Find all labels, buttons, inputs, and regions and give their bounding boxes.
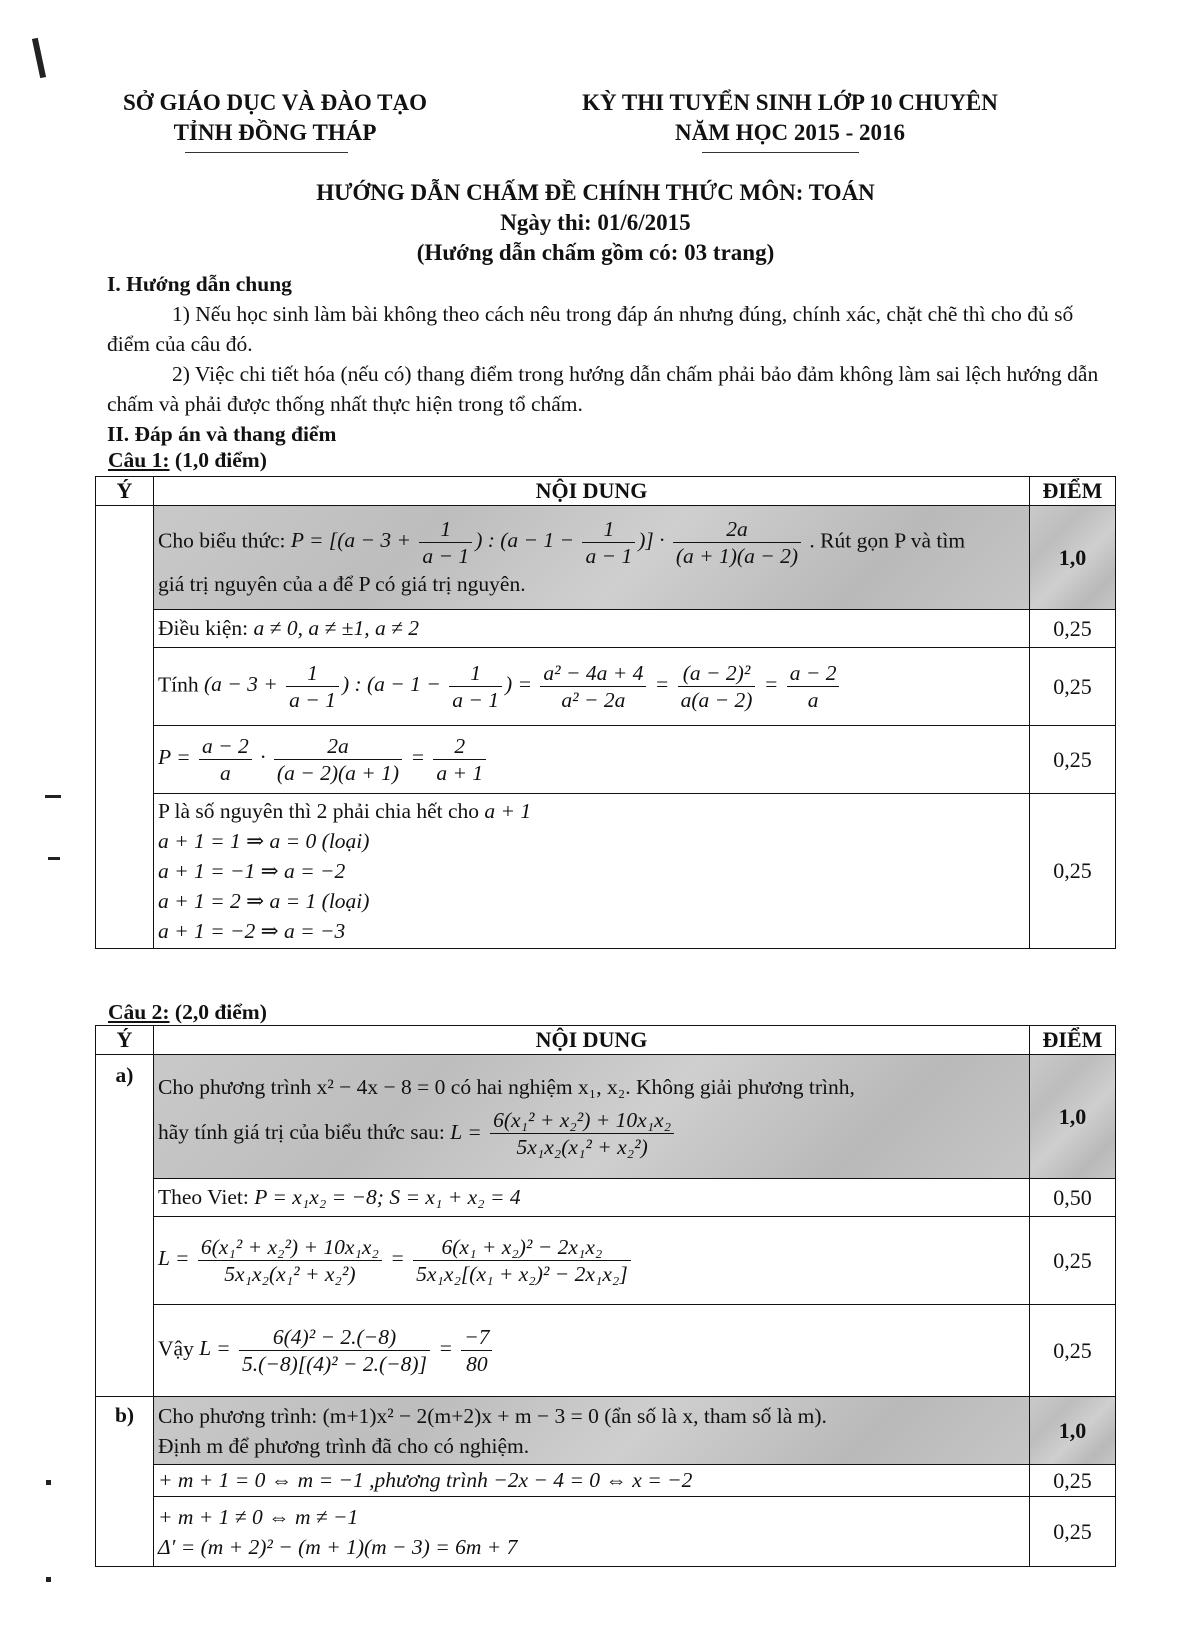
exam-name: KỲ THI TUYỂN SINH LỚP 10 CHUYÊN bbox=[582, 90, 998, 115]
q2b-prompt-score: 1,0 bbox=[1030, 1397, 1116, 1465]
exam-block bbox=[530, 88, 1050, 148]
q1-case-1: a + 1 = 1 ⇒ a = 0 (loại) bbox=[158, 829, 370, 853]
col-header-score: ĐIỂM bbox=[1030, 477, 1116, 506]
q2a-viet-label: Theo Viet: bbox=[158, 1185, 255, 1209]
q1-p-score: 0,25 bbox=[1030, 726, 1116, 794]
q2a-result bbox=[154, 1305, 1030, 1397]
q1-prompt-line-1 bbox=[158, 516, 1025, 569]
question-1-number: Câu 1: bbox=[108, 448, 170, 472]
page-title bbox=[0, 178, 1191, 268]
question-1-label bbox=[108, 448, 267, 473]
q1-prompt-score: 1,0 bbox=[1030, 506, 1116, 610]
q2a-viet-score: 0,50 bbox=[1030, 1179, 1116, 1217]
col-header-y: Ý bbox=[96, 477, 154, 506]
q2a-expression: L = $\frac{\text{6(x₁² + x₂²) + 10x₁x₂}}{\text{5x₁x₂(x₁² + x₂²)}}$ bbox=[450, 1120, 677, 1144]
question-1-points: (1,0 điểm) bbox=[169, 448, 267, 472]
q1-prompt-intro: Cho biểu thức: bbox=[158, 528, 291, 553]
q1-expression: P = [(a − 3 + $\frac{1}{a - 1}$ ) : (a − 1 − $\frac{1}{a - 1}$ )] · $\frac{2a}{(a + 1)(a - 2)}$ bbox=[291, 528, 804, 552]
q2a-result-label: Vậy bbox=[158, 1336, 194, 1361]
q1-prompt-line-2: giá trị nguyên của a để P có giá trị nguyên. bbox=[158, 572, 526, 596]
q1-condition bbox=[154, 610, 1030, 648]
q1-calc-expression: (a − 3 + $\frac{1}{a - 1}$ ) : (a − 1 − $\frac{1}{a - 1}$ ) = $\frac{\text{a² − 4a + 4}}{\text{a² − 2a}}$ = $\frac{\text{(a − 2)²}}{a(a - 2)}$ = $\frac{a - 2}{a}$ bbox=[204, 672, 842, 696]
scan-mark bbox=[45, 795, 61, 798]
general-heading: I. Hướng dẫn chung bbox=[107, 272, 292, 296]
q2a-l-score: 0,25 bbox=[1030, 1217, 1116, 1305]
q1-calculation bbox=[154, 648, 1030, 726]
title-page-count: (Hướng dẫn chấm gồm có: 03 trang) bbox=[416, 240, 775, 265]
q2a-viet bbox=[154, 1179, 1030, 1217]
q1-case-3: a + 1 = 2 ⇒ a = 1 (loại) bbox=[158, 889, 370, 913]
q2b-prompt-line-1: Cho phương trình: (m+1)x² − 2(m+2)x + m − 3 = 0 (ẩn số là x, tham số là m). bbox=[158, 1403, 827, 1428]
title-subject: HƯỚNG DẪN CHẤM ĐỀ CHÍNH THỨC MÔN: TOÁN bbox=[316, 180, 875, 205]
question-1-table bbox=[95, 476, 1116, 949]
col-header-content: NỘI DUNG bbox=[154, 477, 1030, 506]
q1-condition-math: a ≠ 0, a ≠ ±1, a ≠ 2 bbox=[253, 616, 419, 640]
q2a-prompt-text: hãy tính giá trị của biểu thức sau: bbox=[158, 1119, 451, 1144]
question-2-label bbox=[108, 1000, 267, 1025]
issuer-block bbox=[100, 88, 450, 148]
q2a-result-expression: L = $\frac{\text{6(4)² − 2.(−8)}}{\text{5.(−8)[(4)² − 2.(−8)]}}$ = $\frac{-7}{80}$ bbox=[199, 1336, 495, 1360]
q1-case-4: a + 1 = −2 ⇒ a = −3 bbox=[158, 919, 346, 943]
q1-condition-score: 0,25 bbox=[1030, 610, 1116, 648]
q1-integer-condition: P là số nguyên thì 2 phải chia hết cho a + 1 bbox=[158, 799, 532, 823]
general-instructions bbox=[107, 269, 1117, 449]
q2b-case-2 bbox=[154, 1497, 1030, 1567]
q2b-case-2-line-2: Δ′ = (m + 2)² − (m + 1)(m − 3) = 6m + 7 bbox=[158, 1534, 518, 1559]
q2a-l-transform bbox=[154, 1217, 1030, 1305]
q2b-prompt-line-2: Định m để phương trình đã cho có nghiệm. bbox=[158, 1433, 530, 1458]
q1-p-expression: P = $\frac{a - 2}{a}$ · $\frac{2a}{(a - 2)(a + 1)}$ = $\frac{2}{a + 1}$ bbox=[158, 745, 489, 769]
q2b-case-1-score: 0,25 bbox=[1030, 1465, 1116, 1497]
scan-mark bbox=[46, 1480, 51, 1485]
question-2-table bbox=[95, 1025, 1116, 1567]
q1-calc-label: Tính bbox=[158, 672, 199, 697]
issuer-province: TỈNH ĐỒNG THÁP bbox=[173, 120, 377, 145]
q1-calculation-score: 0,25 bbox=[1030, 648, 1116, 726]
scan-mark bbox=[48, 857, 60, 860]
q2b-case-1: + m + 1 = 0 ⇔ m = −1 ,phương trình −2x − 4 = 0 ⇔ x = −2 bbox=[154, 1465, 1030, 1497]
col-header-content-2: NỘI DUNG bbox=[154, 1026, 1030, 1055]
col-header-y-2: Ý bbox=[96, 1026, 154, 1055]
exam-year: NĂM HỌC 2015 - 2016 bbox=[675, 120, 905, 145]
q1-integer-cases bbox=[154, 794, 1030, 949]
header-divider-left bbox=[185, 152, 348, 153]
q2a-prompt-line-2 bbox=[158, 1102, 1025, 1162]
q2a-prompt bbox=[154, 1055, 1030, 1179]
question-2-points: (2,0 điểm) bbox=[169, 1000, 267, 1024]
q1-item-cell bbox=[96, 506, 154, 949]
q2b-case-2-line-1: + m + 1 ≠ 0 ⇔ m ≠ −1 bbox=[158, 1504, 359, 1529]
q2a-prompt-score: 1,0 bbox=[1030, 1055, 1116, 1179]
general-item-2: 2) Việc chi tiết hóa (nếu có) thang điểm trong hướng dẫn chấm phải bảo đảm không làm sai lệch hướng dẫn chấm và phải được thống nhất thực hiện trong tổ chấm. bbox=[107, 362, 1099, 416]
q2b-case-2-score: 0,25 bbox=[1030, 1497, 1116, 1567]
q1-prompt bbox=[154, 506, 1030, 610]
q1-p-result bbox=[154, 726, 1030, 794]
q1-case-2: a + 1 = −1 ⇒ a = −2 bbox=[158, 859, 346, 883]
scan-mark bbox=[32, 38, 46, 78]
q2a-viet-math: P = x₁x₂ = −8; S = x₁ + x₂ = 4 bbox=[254, 1185, 521, 1209]
general-item-1: 1) Nếu học sinh làm bài không theo cách nêu trong đáp án nhưng đúng, chính xác, chặt chẽ thì cho đủ số điểm của câu đó. bbox=[107, 302, 1074, 356]
answers-heading: II. Đáp án và thang điểm bbox=[107, 422, 337, 446]
col-header-score-2: ĐIỂM bbox=[1030, 1026, 1116, 1055]
q1-integer-score: 0,25 bbox=[1030, 794, 1116, 949]
q1-prompt-task: . Rút gọn P và tìm bbox=[809, 528, 966, 553]
header-divider-right bbox=[702, 152, 859, 153]
q2a-result-score: 0,25 bbox=[1030, 1305, 1116, 1397]
question-2-number: Câu 2: bbox=[108, 1000, 170, 1024]
q2a-l-expression: L = $\frac{\text{6(x₁² + x₂²) + 10x₁x₂}}{\text{5x₁x₂(x₁² + x₂²)}}$ = $\frac{\text{6(x₁ + x₂)² − 2x₁x₂}}{\text{5x₁x₂[(x₁ + x₂)² − 2x₁x₂]}}$ bbox=[158, 1246, 634, 1270]
title-exam-date: Ngày thi: 01/6/2015 bbox=[500, 210, 691, 235]
q2-item-a-label: a) bbox=[96, 1055, 154, 1397]
q2b-prompt bbox=[154, 1397, 1030, 1465]
q2a-prompt-line-1: Cho phương trình x² − 4x − 8 = 0 có hai nghiệm x₁, x₂. Không giải phương trình, bbox=[158, 1074, 855, 1099]
q2-item-b-label: b) bbox=[96, 1397, 154, 1567]
issuer-department: SỞ GIÁO DỤC VÀ ĐÀO TẠO bbox=[123, 90, 427, 115]
q1-condition-label: Điều kiện: bbox=[158, 616, 254, 640]
scan-mark bbox=[46, 1577, 51, 1582]
